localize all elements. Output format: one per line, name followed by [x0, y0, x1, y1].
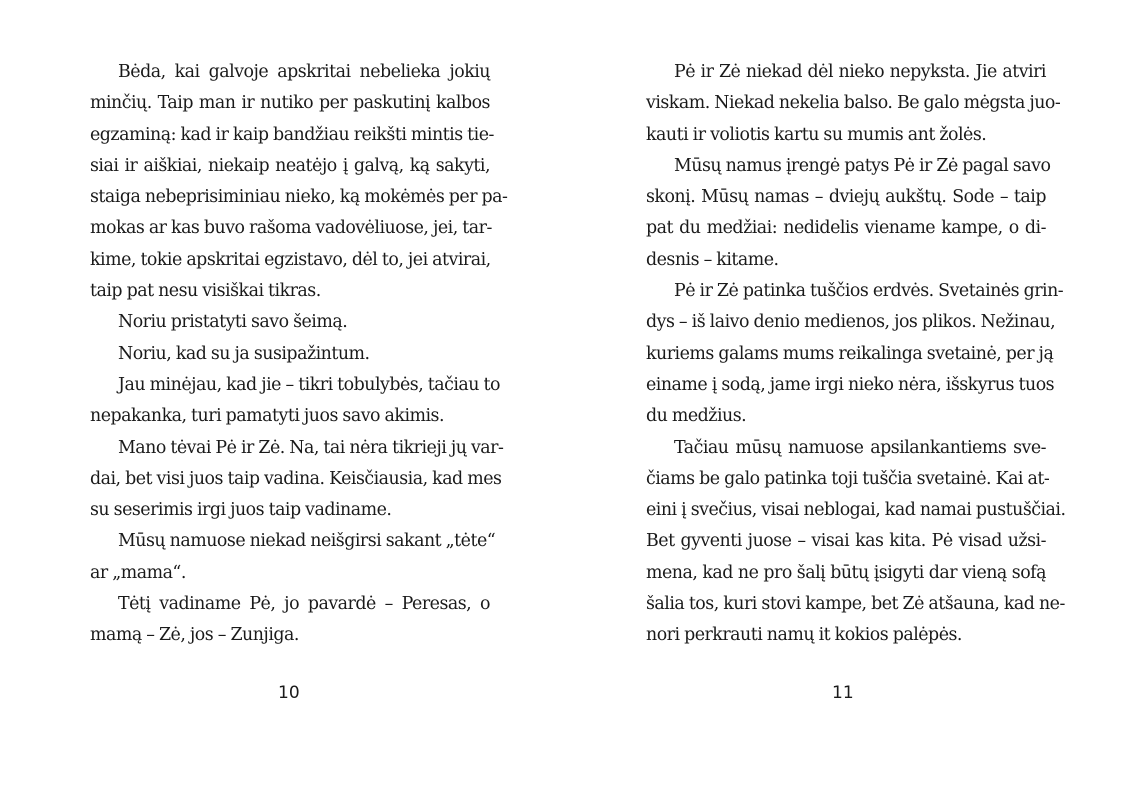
paragraph-line: ar „mama“.	[90, 562, 186, 583]
right-page-text	[646, 57, 1066, 652]
paragraph-line: Tačiau mūsų namuose apsilankantiems sve-	[674, 437, 1046, 458]
paragraph-line: du medžius.	[646, 406, 747, 427]
paragraph-line: Pė ir Zė patinka tuščios erdvės. Svetainės grin-	[674, 281, 1064, 302]
paragraph-line: einame į sodą, jame irgi nieko nėra, išskyrus tuos	[646, 374, 1055, 395]
paragraph-line: kuriems galams mums reikalinga svetainė, per ją	[646, 343, 1054, 364]
paragraph-line: viskam. Niekad nekelia balso. Be galo mėgsta juo-	[646, 93, 1061, 114]
paragraph-line: kauti ir voliotis kartu su mumis ant žolės.	[646, 124, 987, 145]
paragraph-line: Mano tėvai Pė ir Zė. Na, tai nėra tikrieji jų var-	[118, 437, 504, 458]
paragraph-line: Pė ir Zė niekad dėl nieko nepyksta. Jie atviri	[674, 62, 1046, 82]
paragraph-line: šalia tos, kuri stovi kampe, bet Zė atšauna, kad ne-	[646, 594, 1065, 615]
right-page	[566, 0, 1133, 801]
paragraph-line: Tėtį vadiname Pė, jo pavardė – Peresas, o	[118, 594, 490, 615]
page-number: 11	[832, 683, 854, 703]
left-page	[0, 0, 566, 801]
paragraph-line: skonį. Mūsų namas – dviejų aukštų. Sode – taip	[646, 187, 1046, 208]
paragraph-line: mokas ar kas buvo rašoma vadovėliuose, jei, tar-	[90, 218, 492, 239]
paragraph-line: staiga nebeprisiminiau nieko, ką mokėmės per pa-	[90, 187, 508, 208]
paragraph-line: čiams be galo patinka toji tuščia svetainė. Kai at-	[646, 468, 1050, 489]
paragraph-line: Mūsų namuose niekad neišgirsi sakant „tėte“	[118, 531, 496, 552]
paragraph-line: Noriu, kad su ja susipažintum.	[118, 343, 370, 364]
paragraph-line: desnis – kitame.	[646, 249, 779, 270]
paragraph-line: egzaminą: kad ir kaip bandžiau reikšti mintis tie-	[90, 124, 494, 145]
paragraph-line: Jau minėjau, kad jie – tikri tobulybės, tačiau to	[118, 374, 500, 395]
paragraph-line: eini į svečius, visai neblogai, kad namai pustuščiai.	[646, 500, 1066, 521]
paragraph-line: mamą – Zė, jos – Zunjiga.	[90, 625, 299, 646]
page-number: 10	[278, 683, 300, 703]
paragraph-line: kime, tokie apskritai egzistavo, dėl to, jei atvirai,	[90, 249, 491, 270]
paragraph-line: Bėda, kai galvoje apskritai nebelieka jokių	[118, 62, 490, 82]
paragraph-line: minčių. Taip man ir nutiko per paskutinį kalbos	[90, 93, 490, 114]
paragraph-line: mena, kad ne pro šalį būtų įsigyti dar vieną sofą	[646, 562, 1046, 583]
paragraph-line: nepakanka, turi pamatyti juos savo akimis.	[90, 406, 445, 427]
paragraph-line: Noriu pristatyti savo šeimą.	[118, 312, 348, 333]
paragraph-line: su seserimis irgi juos taip vadiname.	[90, 500, 392, 521]
paragraph-line: Bet gyventi juose – visai kas kita. Pė visad užsi-	[646, 531, 1046, 552]
paragraph-line: dai, bet visi juos taip vadina. Keisčiausia, kad mes	[90, 468, 502, 489]
left-page-text	[90, 57, 508, 652]
paragraph-line: siai ir aiškiai, niekaip neatėjo į galvą, ką sakyti,	[90, 155, 490, 176]
paragraph-line: pat du medžiai: nedidelis viename kampe, o di-	[646, 218, 1046, 239]
paragraph-line: nori perkrauti namų it kokios palėpės.	[646, 625, 962, 646]
paragraph-line: dys – iš laivo denio medienos, jos plikos. Nežinau,	[646, 312, 1056, 333]
paragraph-line: Mūsų namus įrengė patys Pė ir Zė pagal savo	[674, 155, 1051, 176]
paragraph-line: taip pat nesu visiškai tikras.	[90, 281, 321, 302]
